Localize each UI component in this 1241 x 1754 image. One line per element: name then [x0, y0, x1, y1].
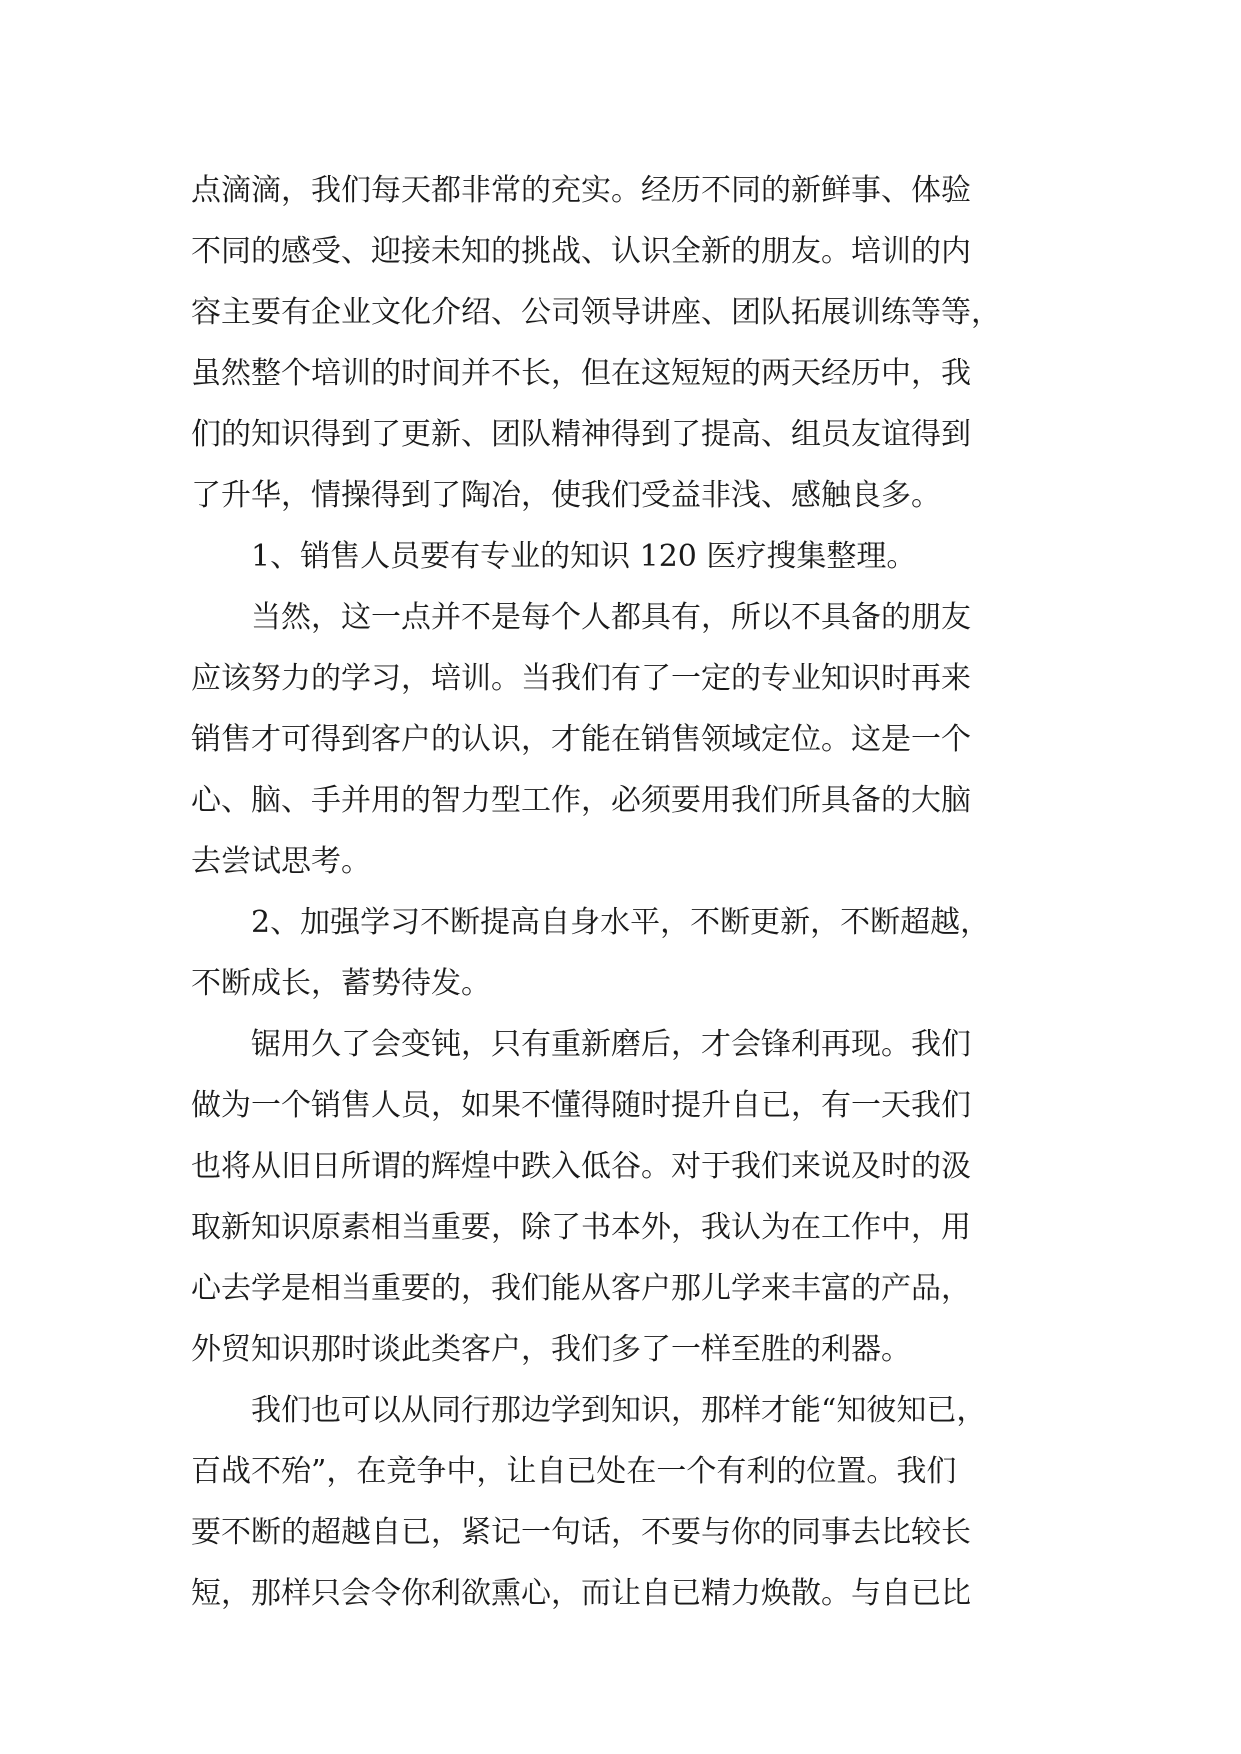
text-line: 虽然整个培训的时间并不长，但在这短短的两天经历中，我: [191, 356, 971, 391]
text-line: 不断成长，蓄势待发。: [191, 966, 491, 1001]
text-line: 去尝试思考。: [191, 844, 371, 879]
text-line: 心、脑、手并用的智力型工作，必须要用我们所具备的大脑: [191, 783, 971, 818]
text-line: 也将从旧日所谓的辉煌中跌入低谷。对于我们来说及时的汲: [191, 1149, 971, 1184]
text-line: 做为一个销售人员，如果不懂得随时提升自已，有一天我们: [191, 1088, 971, 1123]
text-line: 取新知识原素相当重要，除了书本外，我认为在工作中，用: [191, 1210, 971, 1245]
text-line: 2、加强学习不断提高自身水平，不断更新，不断超越，: [251, 905, 991, 940]
text-line: 锯用久了会变钝，只有重新磨后，才会锋利再现。我们: [251, 1027, 971, 1062]
document-body: [191, 160, 1071, 1624]
text-line: 百战不殆”，在竞争中，让自已处在一个有利的位置。我们: [191, 1454, 957, 1489]
text-line: 外贸知识那时谈此类客户，我们多了一样至胜的利器。: [191, 1332, 911, 1367]
text-line: 销售才可得到客户的认识，才能在销售领域定位。这是一个: [191, 722, 971, 757]
text-line: 不同的感受、迎接未知的挑战、认识全新的朋友。培训的内: [191, 234, 971, 269]
text-line: 当然，这一点并不是每个人都具有，所以不具备的朋友: [251, 600, 971, 635]
text-line: 点滴滴，我们每天都非常的充实。经历不同的新鲜事、体验: [191, 173, 971, 208]
text-line: 应该努力的学习，培训。当我们有了一定的专业知识时再来: [191, 661, 971, 696]
text-line: 心去学是相当重要的，我们能从客户那儿学来丰富的产品，: [191, 1271, 971, 1306]
text-line: 了升华，情操得到了陶冶，使我们受益非浅、感触良多。: [191, 478, 941, 513]
text-line: 短，那样只会令你利欲熏心，而让自已精力焕散。与自已比: [191, 1576, 971, 1611]
text-line: 我们也可以从同行那边学到知识，那样才能“知彼知已，: [251, 1393, 987, 1428]
text-line: 容主要有企业文化介绍、公司领导讲座、团队拓展训练等等，: [191, 295, 1001, 330]
text-line: 们的知识得到了更新、团队精神得到了提高、组员友谊得到: [191, 417, 971, 452]
text-line: 1、销售人员要有专业的知识 120 医疗搜集整理。: [251, 539, 917, 574]
text-line: 要不断的超越自已，紧记一句话，不要与你的同事去比较长: [191, 1515, 971, 1550]
